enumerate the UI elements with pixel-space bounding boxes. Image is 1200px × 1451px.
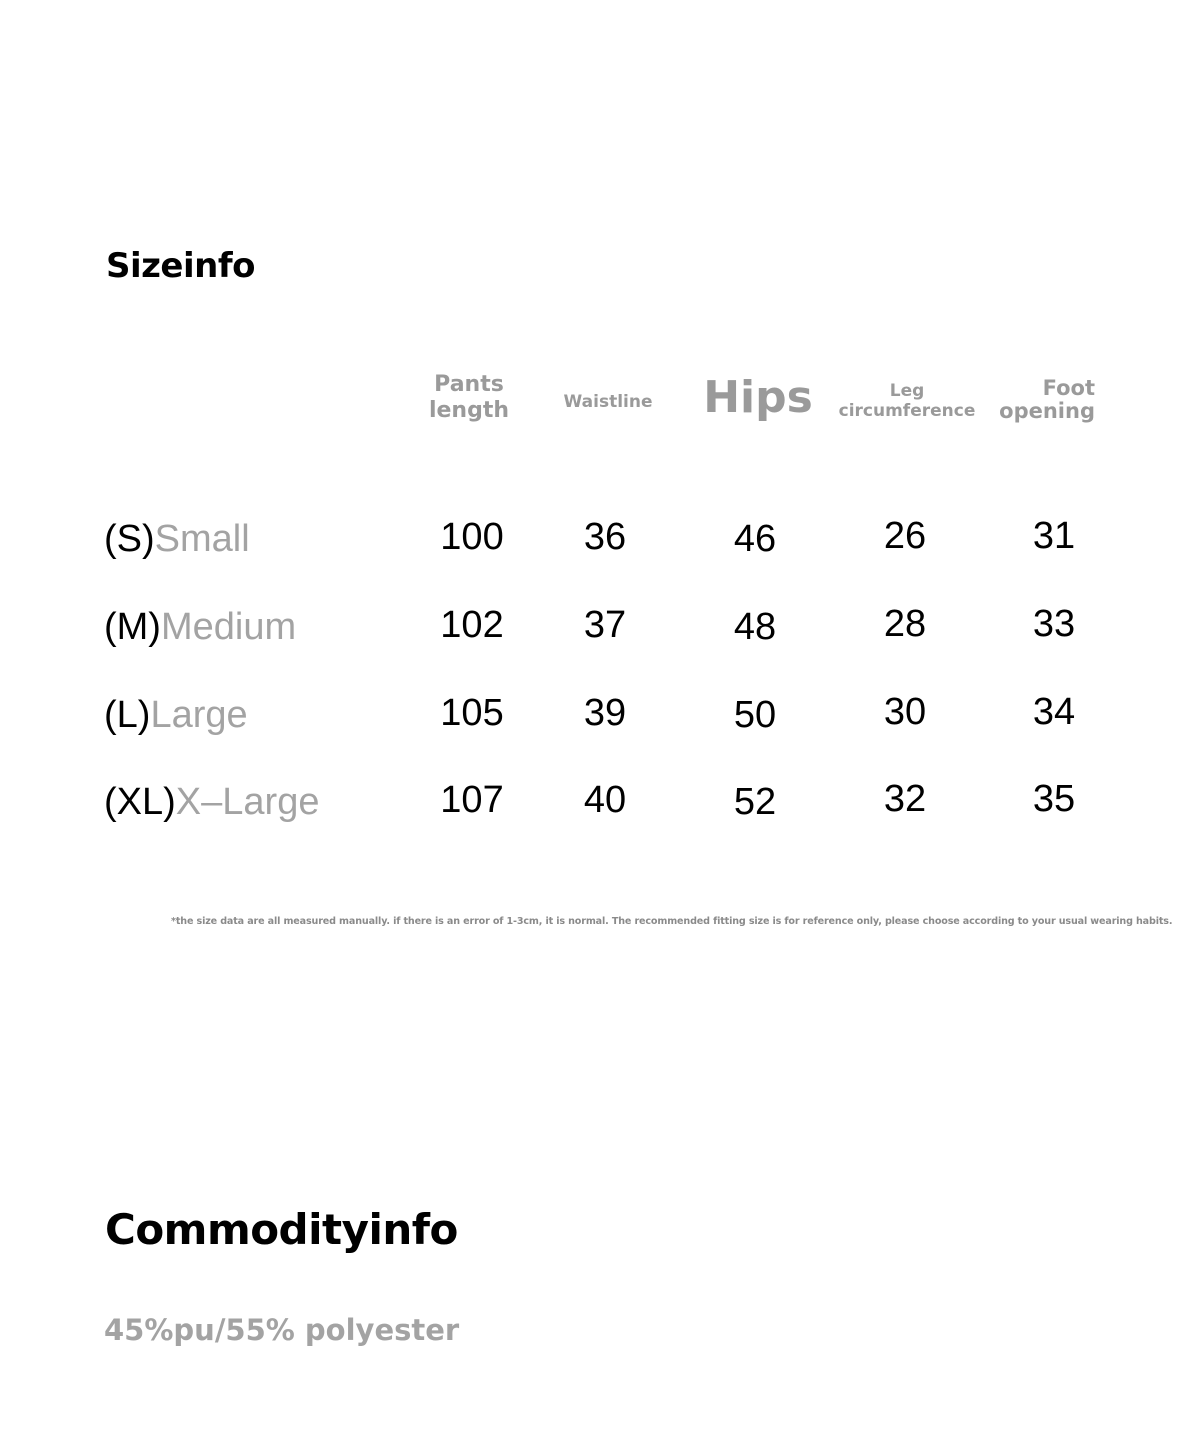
size-name: X–Large xyxy=(175,781,320,823)
size-code: (XL) xyxy=(104,781,176,823)
column-header-foot-opening: Foot opening xyxy=(999,376,1095,423)
column-header-leg-circumference: Leg circumference xyxy=(838,381,976,422)
size-label xyxy=(104,694,248,737)
size-name: Medium xyxy=(160,606,297,648)
column-header-waistline: Waistline xyxy=(563,392,653,412)
table-row xyxy=(0,691,1200,754)
waistline-value: 36 xyxy=(583,516,627,558)
table-row xyxy=(0,515,1200,578)
pants-length-value: 102 xyxy=(440,604,504,646)
size-label xyxy=(104,781,319,824)
size-label xyxy=(104,606,296,649)
commodity-info-title: Commodityinfo xyxy=(105,1205,458,1254)
size-code: (S) xyxy=(104,518,155,560)
leg-circumference-value: 28 xyxy=(883,603,927,645)
hips-value: 48 xyxy=(733,606,777,648)
leg-circumference-value: 32 xyxy=(883,778,927,820)
foot-opening-value: 31 xyxy=(1032,515,1076,557)
hips-value: 46 xyxy=(733,518,777,560)
leg-circumference-value: 30 xyxy=(883,691,927,733)
pants-length-value: 105 xyxy=(440,692,504,734)
size-name: Large xyxy=(150,694,248,736)
waistline-value: 40 xyxy=(583,779,627,821)
size-code: (M) xyxy=(104,606,161,648)
column-header-hips: Hips xyxy=(703,372,813,423)
waistline-value: 37 xyxy=(583,604,627,646)
leg-circumference-value: 26 xyxy=(883,515,927,557)
foot-opening-value: 34 xyxy=(1032,691,1076,733)
material-composition: 45%pu/55% polyester xyxy=(104,1313,460,1347)
size-label xyxy=(104,518,250,561)
size-code: (L) xyxy=(104,694,151,736)
hips-value: 50 xyxy=(733,694,777,736)
pants-length-value: 107 xyxy=(440,779,504,821)
hips-value: 52 xyxy=(733,781,777,823)
foot-opening-value: 35 xyxy=(1032,778,1076,820)
table-row xyxy=(0,778,1200,841)
waistline-value: 39 xyxy=(583,692,627,734)
table-row xyxy=(0,603,1200,666)
pants-length-value: 100 xyxy=(440,516,504,558)
size-name: Small xyxy=(154,518,250,560)
size-disclaimer: *the size data are all measured manually. if there is an error of 1-3cm, it is normal. The recommended fitting size is for reference only, please choose according to your usual wearing habits. xyxy=(171,916,1173,927)
column-header-pants-length: Pants length xyxy=(428,372,510,424)
size-info-title: Sizeinfo xyxy=(106,246,255,286)
foot-opening-value: 33 xyxy=(1032,603,1076,645)
